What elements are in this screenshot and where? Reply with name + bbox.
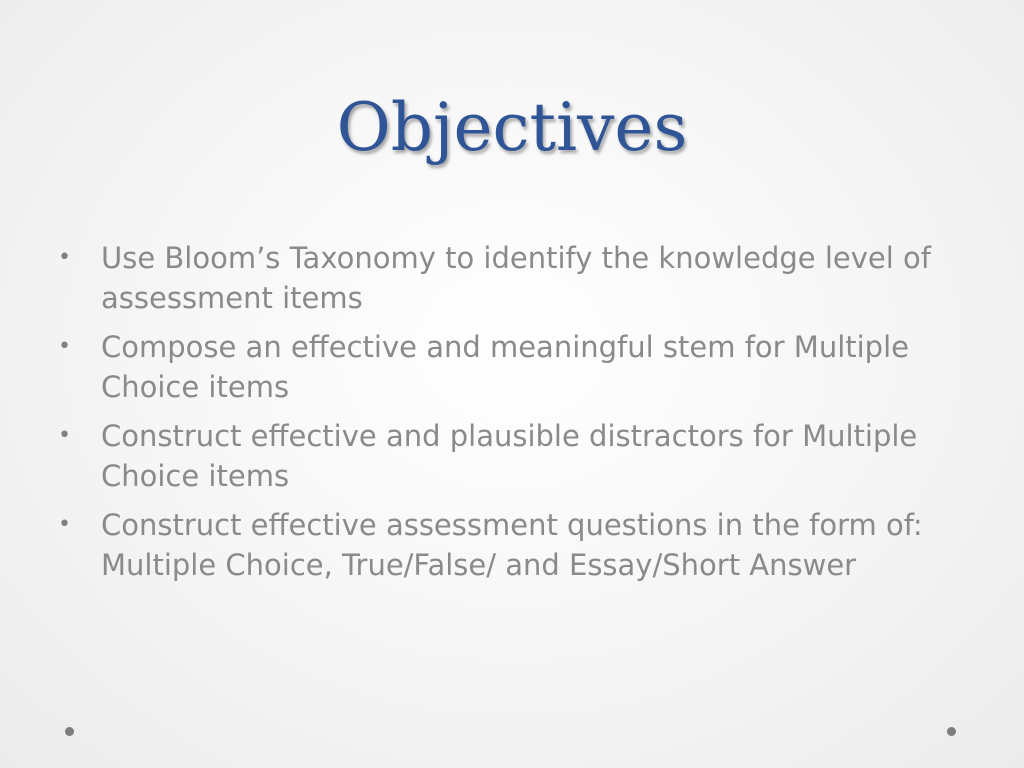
bullet-icon: • <box>58 245 71 270</box>
slide-title: Objectives <box>336 89 688 166</box>
bullet-text: Construct effective assessment questions in the form of: Multiple Choice, True/False/ and Essay/Short Answer <box>101 508 923 582</box>
corner-dot-icon-left <box>65 727 74 736</box>
bullet-text: Use Bloom’s Taxonomy to identify the knowledge level of assessment items <box>101 241 931 315</box>
objectives-list <box>58 238 978 594</box>
list-item <box>58 327 978 407</box>
corner-dot-icon-right <box>947 727 956 736</box>
bullet-icon: • <box>58 423 71 448</box>
bullet-icon: • <box>58 334 71 359</box>
list-item <box>58 238 978 318</box>
list-item <box>58 416 978 496</box>
bullet-text: Construct effective and plausible distractors for Multiple Choice items <box>101 419 918 493</box>
list-item <box>58 505 978 585</box>
bullet-icon: • <box>58 512 71 537</box>
bullet-text: Compose an effective and meaningful stem for Multiple Choice items <box>101 330 909 404</box>
